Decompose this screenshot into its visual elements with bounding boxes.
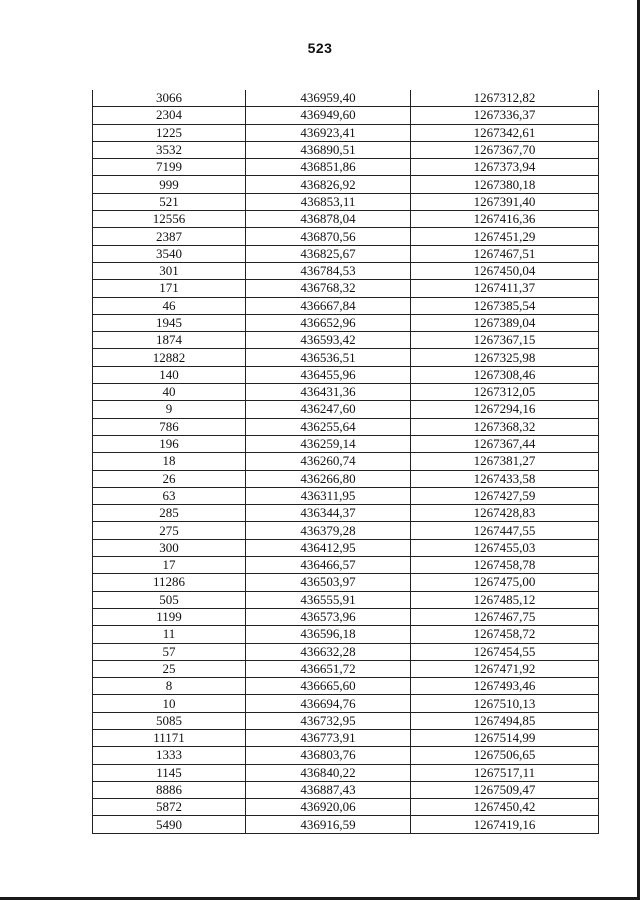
- coordinates-table: [92, 90, 599, 834]
- table-row: [93, 626, 599, 643]
- y-coordinate-cell: 1267494,85: [411, 712, 599, 729]
- y-coordinate-cell: 1267368,32: [411, 418, 599, 435]
- table-row: [93, 366, 599, 383]
- table-row: [93, 729, 599, 746]
- table-row: [93, 660, 599, 677]
- x-coordinate-cell: 436665,60: [246, 678, 411, 695]
- point-number-cell: 301: [93, 262, 246, 279]
- x-coordinate-cell: 436784,53: [246, 262, 411, 279]
- x-coordinate-cell: 436311,95: [246, 487, 411, 504]
- point-number-cell: 12882: [93, 349, 246, 366]
- point-number-cell: 1225: [93, 124, 246, 141]
- y-coordinate-cell: 1267428,83: [411, 505, 599, 522]
- x-coordinate-cell: 436890,51: [246, 141, 411, 158]
- table-row: [93, 280, 599, 297]
- x-coordinate-cell: 436768,32: [246, 280, 411, 297]
- y-coordinate-cell: 1267416,36: [411, 211, 599, 228]
- point-number-cell: 140: [93, 366, 246, 383]
- point-number-cell: 2304: [93, 107, 246, 124]
- table-row: [93, 193, 599, 210]
- x-coordinate-cell: 436651,72: [246, 660, 411, 677]
- x-coordinate-cell: 436431,36: [246, 384, 411, 401]
- table-row: [93, 90, 599, 107]
- y-coordinate-cell: 1267450,42: [411, 799, 599, 816]
- point-number-cell: 1874: [93, 332, 246, 349]
- table-row: [93, 401, 599, 418]
- x-coordinate-cell: 436870,56: [246, 228, 411, 245]
- y-coordinate-cell: 1267509,47: [411, 781, 599, 798]
- point-number-cell: 12556: [93, 211, 246, 228]
- x-coordinate-cell: 436536,51: [246, 349, 411, 366]
- table-row: [93, 418, 599, 435]
- y-coordinate-cell: 1267367,15: [411, 332, 599, 349]
- point-number-cell: 3532: [93, 141, 246, 158]
- y-coordinate-cell: 1267373,94: [411, 159, 599, 176]
- x-coordinate-cell: 436840,22: [246, 764, 411, 781]
- y-coordinate-cell: 1267455,03: [411, 539, 599, 556]
- y-coordinate-cell: 1267517,11: [411, 764, 599, 781]
- y-coordinate-cell: 1267485,12: [411, 591, 599, 608]
- y-coordinate-cell: 1267458,78: [411, 557, 599, 574]
- y-coordinate-cell: 1267367,70: [411, 141, 599, 158]
- y-coordinate-cell: 1267294,16: [411, 401, 599, 418]
- table-row: [93, 781, 599, 798]
- y-coordinate-cell: 1267514,99: [411, 729, 599, 746]
- table-row: [93, 141, 599, 158]
- y-coordinate-cell: 1267506,65: [411, 747, 599, 764]
- point-number-cell: 1945: [93, 314, 246, 331]
- table-row: [93, 539, 599, 556]
- x-coordinate-cell: 436667,84: [246, 297, 411, 314]
- point-number-cell: 8886: [93, 781, 246, 798]
- point-number-cell: 5872: [93, 799, 246, 816]
- x-coordinate-cell: 436916,59: [246, 816, 411, 833]
- table-row: [93, 332, 599, 349]
- point-number-cell: 26: [93, 470, 246, 487]
- table-row: [93, 574, 599, 591]
- y-coordinate-cell: 1267450,04: [411, 262, 599, 279]
- point-number-cell: 521: [93, 193, 246, 210]
- table-row: [93, 816, 599, 833]
- y-coordinate-cell: 1267380,18: [411, 176, 599, 193]
- table-row: [93, 712, 599, 729]
- point-number-cell: 3066: [93, 90, 246, 107]
- point-number-cell: 18: [93, 453, 246, 470]
- point-number-cell: 11171: [93, 729, 246, 746]
- y-coordinate-cell: 1267342,61: [411, 124, 599, 141]
- point-number-cell: 9: [93, 401, 246, 418]
- table-row: [93, 245, 599, 262]
- x-coordinate-cell: 436255,64: [246, 418, 411, 435]
- point-number-cell: 786: [93, 418, 246, 435]
- point-number-cell: 300: [93, 539, 246, 556]
- x-coordinate-cell: 436959,40: [246, 90, 411, 107]
- x-coordinate-cell: 436853,11: [246, 193, 411, 210]
- x-coordinate-cell: 436259,14: [246, 435, 411, 452]
- x-coordinate-cell: 436923,41: [246, 124, 411, 141]
- x-coordinate-cell: 436694,76: [246, 695, 411, 712]
- y-coordinate-cell: 1267454,55: [411, 643, 599, 660]
- coordinates-table-container: [92, 90, 595, 834]
- y-coordinate-cell: 1267433,58: [411, 470, 599, 487]
- x-coordinate-cell: 436949,60: [246, 107, 411, 124]
- x-coordinate-cell: 436466,57: [246, 557, 411, 574]
- point-number-cell: 11286: [93, 574, 246, 591]
- point-number-cell: 1199: [93, 608, 246, 625]
- point-number-cell: 196: [93, 435, 246, 452]
- table-row: [93, 211, 599, 228]
- point-number-cell: 7199: [93, 159, 246, 176]
- point-number-cell: 1333: [93, 747, 246, 764]
- y-coordinate-cell: 1267391,40: [411, 193, 599, 210]
- x-coordinate-cell: 436632,28: [246, 643, 411, 660]
- page-number: 523: [307, 40, 333, 56]
- y-coordinate-cell: 1267308,46: [411, 366, 599, 383]
- table-row: [93, 176, 599, 193]
- table-row: [93, 262, 599, 279]
- point-number-cell: 5490: [93, 816, 246, 833]
- y-coordinate-cell: 1267451,29: [411, 228, 599, 245]
- coordinates-table-body: [93, 90, 599, 833]
- point-number-cell: 285: [93, 505, 246, 522]
- point-number-cell: 17: [93, 557, 246, 574]
- table-row: [93, 643, 599, 660]
- point-number-cell: 8: [93, 678, 246, 695]
- x-coordinate-cell: 436878,04: [246, 211, 411, 228]
- table-row: [93, 764, 599, 781]
- x-coordinate-cell: 436652,96: [246, 314, 411, 331]
- point-number-cell: 10: [93, 695, 246, 712]
- table-row: [93, 487, 599, 504]
- table-row: [93, 591, 599, 608]
- table-row: [93, 297, 599, 314]
- y-coordinate-cell: 1267312,05: [411, 384, 599, 401]
- y-coordinate-cell: 1267467,51: [411, 245, 599, 262]
- table-row: [93, 124, 599, 141]
- point-number-cell: 3540: [93, 245, 246, 262]
- table-row: [93, 608, 599, 625]
- table-row: [93, 228, 599, 245]
- x-coordinate-cell: 436344,37: [246, 505, 411, 522]
- x-coordinate-cell: 436732,95: [246, 712, 411, 729]
- x-coordinate-cell: 436887,43: [246, 781, 411, 798]
- x-coordinate-cell: 436851,86: [246, 159, 411, 176]
- table-row: [93, 678, 599, 695]
- y-coordinate-cell: 1267381,27: [411, 453, 599, 470]
- point-number-cell: 11: [93, 626, 246, 643]
- y-coordinate-cell: 1267385,54: [411, 297, 599, 314]
- x-coordinate-cell: 436412,95: [246, 539, 411, 556]
- x-coordinate-cell: 436555,91: [246, 591, 411, 608]
- x-coordinate-cell: 436825,67: [246, 245, 411, 262]
- table-row: [93, 470, 599, 487]
- point-number-cell: 25: [93, 660, 246, 677]
- table-row: [93, 435, 599, 452]
- y-coordinate-cell: 1267312,82: [411, 90, 599, 107]
- table-row: [93, 159, 599, 176]
- point-number-cell: 5085: [93, 712, 246, 729]
- x-coordinate-cell: 436455,96: [246, 366, 411, 383]
- table-row: [93, 505, 599, 522]
- table-row: [93, 747, 599, 764]
- x-coordinate-cell: 436826,92: [246, 176, 411, 193]
- y-coordinate-cell: 1267510,13: [411, 695, 599, 712]
- x-coordinate-cell: 436260,74: [246, 453, 411, 470]
- x-coordinate-cell: 436503,97: [246, 574, 411, 591]
- x-coordinate-cell: 436573,96: [246, 608, 411, 625]
- table-row: [93, 107, 599, 124]
- table-row: [93, 799, 599, 816]
- point-number-cell: 2387: [93, 228, 246, 245]
- x-coordinate-cell: 436803,76: [246, 747, 411, 764]
- x-coordinate-cell: 436266,80: [246, 470, 411, 487]
- point-number-cell: 57: [93, 643, 246, 660]
- point-number-cell: 505: [93, 591, 246, 608]
- y-coordinate-cell: 1267367,44: [411, 435, 599, 452]
- table-row: [93, 453, 599, 470]
- point-number-cell: 46: [93, 297, 246, 314]
- x-coordinate-cell: 436596,18: [246, 626, 411, 643]
- y-coordinate-cell: 1267493,46: [411, 678, 599, 695]
- y-coordinate-cell: 1267336,37: [411, 107, 599, 124]
- x-coordinate-cell: 436773,91: [246, 729, 411, 746]
- y-coordinate-cell: 1267325,98: [411, 349, 599, 366]
- y-coordinate-cell: 1267458,72: [411, 626, 599, 643]
- point-number-cell: 1145: [93, 764, 246, 781]
- point-number-cell: 40: [93, 384, 246, 401]
- point-number-cell: 63: [93, 487, 246, 504]
- y-coordinate-cell: 1267427,59: [411, 487, 599, 504]
- table-row: [93, 557, 599, 574]
- table-row: [93, 384, 599, 401]
- y-coordinate-cell: 1267447,55: [411, 522, 599, 539]
- x-coordinate-cell: 436593,42: [246, 332, 411, 349]
- y-coordinate-cell: 1267419,16: [411, 816, 599, 833]
- point-number-cell: 171: [93, 280, 246, 297]
- x-coordinate-cell: 436247,60: [246, 401, 411, 418]
- table-row: [93, 314, 599, 331]
- table-row: [93, 349, 599, 366]
- x-coordinate-cell: 436920,06: [246, 799, 411, 816]
- y-coordinate-cell: 1267475,00: [411, 574, 599, 591]
- y-coordinate-cell: 1267389,04: [411, 314, 599, 331]
- point-number-cell: 275: [93, 522, 246, 539]
- y-coordinate-cell: 1267411,37: [411, 280, 599, 297]
- y-coordinate-cell: 1267467,75: [411, 608, 599, 625]
- point-number-cell: 999: [93, 176, 246, 193]
- x-coordinate-cell: 436379,28: [246, 522, 411, 539]
- y-coordinate-cell: 1267471,92: [411, 660, 599, 677]
- table-row: [93, 695, 599, 712]
- table-row: [93, 522, 599, 539]
